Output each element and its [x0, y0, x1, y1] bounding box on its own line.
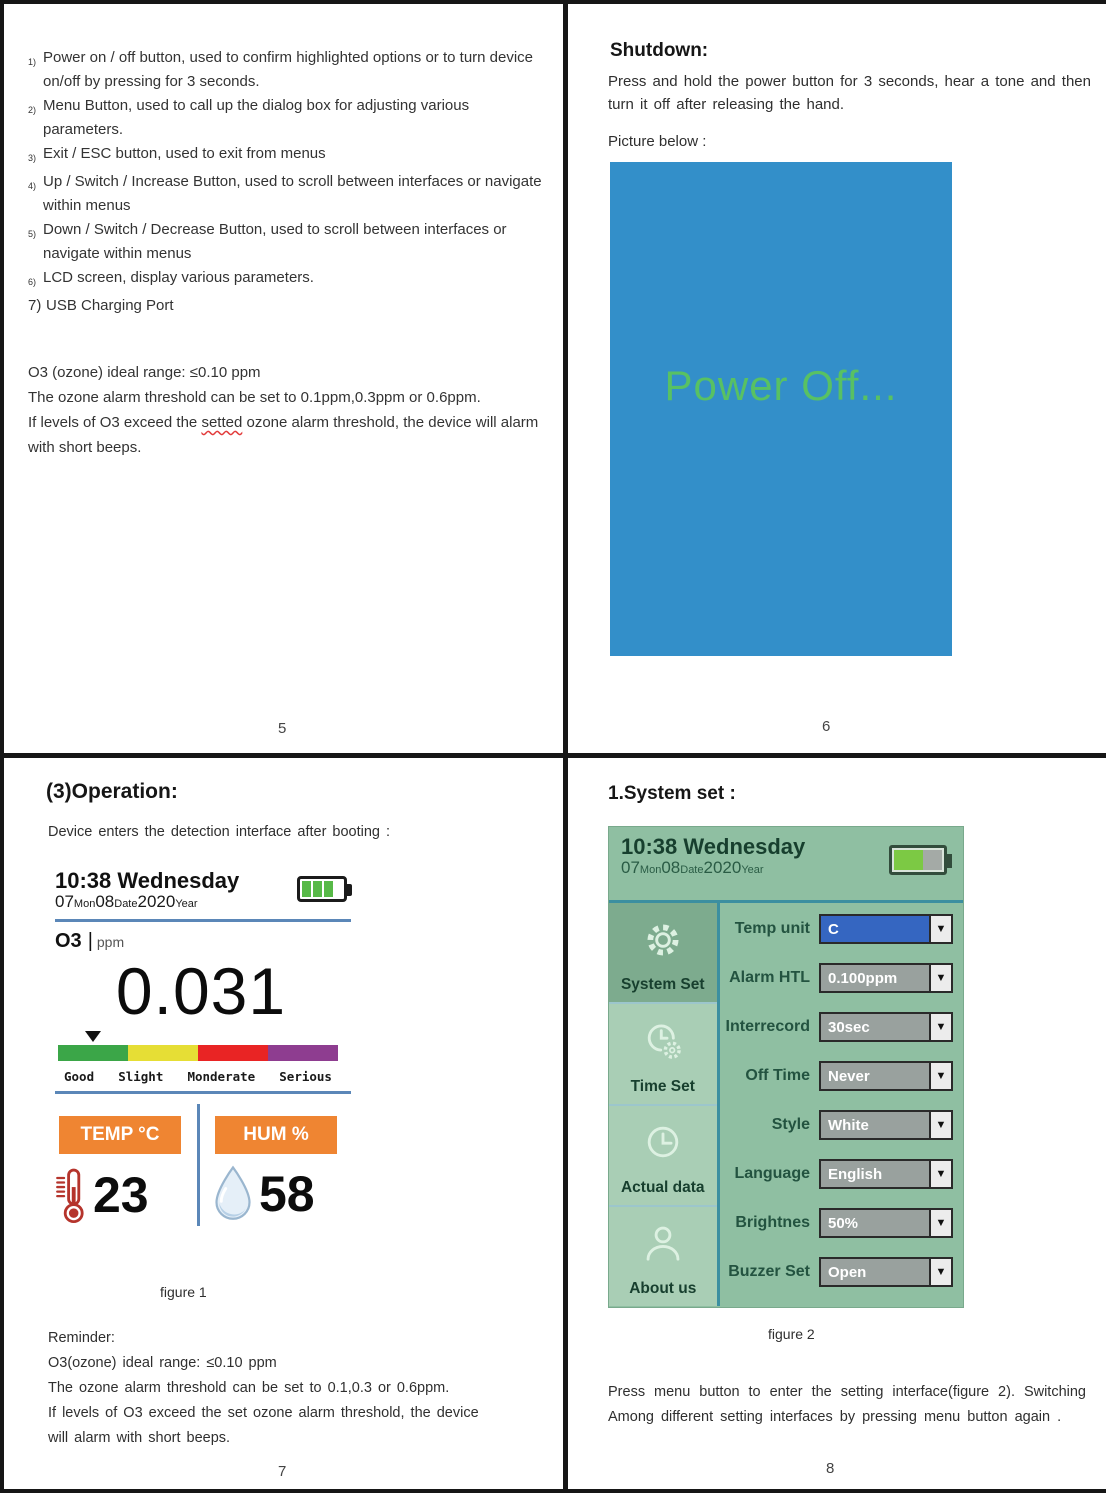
scale-pointer-icon: [85, 1031, 101, 1042]
list-marker: 3): [28, 153, 37, 163]
date-num: 2020: [137, 892, 176, 911]
thermometer-icon: [55, 1164, 89, 1226]
power-off-screen: [610, 162, 952, 656]
list-item-text: Exit / ESC button, used to exit from menus: [43, 145, 326, 162]
day-value: Wednesday: [683, 834, 806, 859]
reminder-line3: If levels of O3 exceed the set ozone alarm threshold, the device will alarm with short beeps.: [48, 1405, 479, 1446]
date-num: 07: [621, 858, 640, 877]
time-value: 10:38: [55, 868, 112, 893]
water-drop-icon: [211, 1164, 255, 1224]
sidebar-item-system-set[interactable]: [609, 903, 717, 1004]
setting-label: Buzzer Set: [728, 1263, 810, 1280]
chevron-down-icon[interactable]: ▼: [929, 1012, 953, 1042]
date-num: 08: [661, 858, 681, 877]
gas-label-row: [55, 930, 351, 953]
sidebar-item-actual-data[interactable]: [609, 1106, 717, 1207]
system-set-heading: 1.System set :: [608, 783, 736, 804]
spellcheck-word: setted: [201, 414, 243, 431]
page-number-5: 5: [278, 720, 287, 737]
panel-vertical-divider: [197, 1104, 200, 1226]
date-num: 08: [95, 892, 115, 911]
hum-header-chip: HUM %: [215, 1116, 337, 1154]
figure2-settings-screen: [608, 826, 964, 1308]
list-item: [28, 218, 544, 266]
list-marker: 6): [28, 277, 37, 287]
list-item-text: Power on / off button, used to confirm highlighted options or to turn device on/off by pressing for 3 seconds.: [43, 49, 534, 90]
center-horizontal-divider: [0, 753, 1106, 758]
setting-label: Brightnes: [735, 1214, 810, 1231]
menu-instructions: Press menu button to enter the setting interface(figure 2). Switching Among different setting interfaces by pressing menu button again .: [608, 1384, 1086, 1425]
ozone-reading-value: 0.031: [115, 954, 287, 1028]
dropdown-value: English: [819, 1159, 929, 1189]
shutdown-body: Press and hold the power button for 3 seconds, hear a tone and then turn it off after releasing the hand.: [608, 73, 1091, 113]
figure2-body: [609, 903, 963, 1306]
sidebar-item-label: Actual data: [620, 1178, 705, 1196]
chevron-down-icon[interactable]: ▼: [929, 1110, 953, 1140]
scale-label: Good: [64, 1069, 95, 1084]
alarm-htl-dropdown[interactable]: [819, 963, 953, 993]
setting-label: Interrecord: [725, 1018, 810, 1035]
date-unit: Mon: [73, 898, 96, 910]
battery-bar: [302, 881, 311, 897]
setting-label: Temp unit: [734, 920, 810, 937]
scale-segment-serious: [268, 1045, 338, 1061]
figure2-header: [609, 827, 963, 900]
gas-label: O3: [55, 930, 82, 952]
dropdown-value: Open: [819, 1257, 929, 1287]
clock-gear-icon: [640, 1004, 686, 1077]
clock-icon: [640, 1106, 686, 1179]
ozone-note: [28, 360, 548, 460]
off-time-dropdown[interactable]: [819, 1061, 953, 1091]
setting-row-off-time: [726, 1061, 953, 1091]
temp-value: 23: [93, 1167, 149, 1223]
temp-hum-panel: [55, 1104, 351, 1226]
page-number-7: 7: [278, 1463, 287, 1480]
reminder-line1: O3(ozone) ideal range: ≤0.10 ppm: [48, 1355, 277, 1371]
setting-label: Style: [771, 1116, 810, 1133]
date-unit: Mon: [639, 864, 662, 876]
dropdown-value: 0.100ppm: [819, 963, 929, 993]
screen-divider-line: [55, 919, 351, 922]
list-item: [28, 294, 544, 318]
figure1-caption: figure 1: [160, 1284, 207, 1300]
list-item-text: Up / Switch / Increase Button, used to scroll between interfaces or navigate within menus: [43, 173, 542, 214]
screen-divider-line: [55, 1091, 351, 1094]
interrecord-dropdown[interactable]: [819, 1012, 953, 1042]
scale-segment-slight: [128, 1045, 198, 1061]
day-value: Wednesday: [117, 868, 240, 893]
date-num: 2020: [703, 858, 742, 877]
list-item: [28, 170, 544, 218]
button-description-list: [28, 46, 544, 318]
date-unit: Year: [175, 898, 198, 910]
chevron-down-icon[interactable]: ▼: [929, 1061, 953, 1091]
ozone-note-line3-pre: If levels of O3 exceed the: [28, 414, 202, 431]
list-item: [28, 142, 544, 170]
battery-nub: [347, 884, 352, 896]
battery-fill: [894, 850, 923, 870]
page-number-6: 6: [822, 718, 831, 735]
list-item: [28, 94, 544, 142]
temp-unit-dropdown[interactable]: [819, 914, 953, 944]
scale-label: Monderate: [187, 1069, 256, 1084]
hum-column: [197, 1104, 351, 1226]
list-marker: 2): [28, 105, 37, 115]
scale-segment-good: [58, 1045, 128, 1061]
figure2-caption: figure 2: [768, 1326, 815, 1342]
battery-bar: [324, 881, 333, 897]
sidebar-item-about-us[interactable]: [609, 1207, 717, 1306]
style-dropdown[interactable]: [819, 1110, 953, 1140]
battery-icon: [297, 876, 347, 902]
sidebar-item-label: System Set: [620, 976, 705, 994]
gear-icon: [640, 903, 686, 976]
reminder-title: Reminder:: [48, 1330, 115, 1346]
temp-value-row: [55, 1164, 197, 1226]
dropdown-value: 50%: [819, 1208, 929, 1238]
figure1-header: [55, 868, 351, 912]
scale-label: Slight: [118, 1069, 164, 1084]
list-item-text: Menu Button, used to call up the dialog box for adjusting various parameters.: [43, 97, 470, 138]
settings-panel: [720, 903, 963, 1306]
scale-label: Serious: [279, 1069, 332, 1084]
date-unit: Date: [114, 898, 138, 910]
list-marker: 5): [28, 229, 37, 239]
setting-row-language: [726, 1159, 953, 1189]
setting-label: Off Time: [745, 1067, 810, 1084]
scale-labels: [58, 1069, 338, 1084]
settings-sidebar: [609, 903, 720, 1306]
temp-column: [55, 1104, 197, 1226]
sidebar-item-time-set[interactable]: [609, 1004, 717, 1105]
scale-segment-moderate: [198, 1045, 268, 1061]
reminder-block: [48, 1326, 500, 1451]
hum-value: 58: [259, 1166, 315, 1222]
center-vertical-divider: [563, 0, 568, 1493]
time-value: 10:38: [621, 834, 678, 859]
operation-heading: (3)Operation:: [46, 780, 178, 803]
chevron-down-icon[interactable]: ▼: [929, 914, 953, 944]
page-number-8: 8: [826, 1460, 835, 1477]
list-marker: 4): [28, 181, 37, 191]
hum-value-row: [211, 1164, 351, 1224]
gas-unit: ppm: [96, 934, 125, 950]
dropdown-value: C: [819, 914, 929, 944]
reminder-line2: The ozone alarm threshold can be set to 0.1,0.3 or 0.6ppm.: [48, 1380, 450, 1396]
figure1-device-screen: [55, 868, 351, 1226]
list-item: [28, 46, 544, 94]
setting-row-interrecord: [726, 1012, 953, 1042]
list-item: [28, 266, 544, 294]
sidebar-item-label: About us: [629, 1280, 697, 1297]
chevron-down-icon[interactable]: ▼: [929, 1257, 953, 1287]
list-marker: 7): [28, 297, 42, 314]
date-unit: Year: [741, 864, 764, 876]
ozone-note-line2: The ozone alarm threshold can be set to 0.1ppm,0.3ppm or 0.6ppm.: [28, 389, 481, 406]
setting-row-brightness: [726, 1208, 953, 1238]
date-num: 07: [55, 892, 74, 911]
picture-below-label: Picture below :: [608, 133, 707, 150]
list-item-text: USB Charging Port: [46, 297, 174, 314]
separator: |: [87, 930, 93, 952]
list-item-text: Down / Switch / Decrease Button, used to scroll between interfaces or navigate within menus: [43, 221, 507, 262]
list-item-text: LCD screen, display various parameters.: [43, 269, 314, 286]
setting-label: Alarm HTL: [729, 969, 810, 986]
battery-empty: [923, 850, 942, 870]
setting-row-style: [726, 1110, 953, 1140]
language-dropdown[interactable]: [819, 1159, 953, 1189]
ozone-note-line1: O3 (ozone) ideal range: ≤0.10 ppm: [28, 364, 261, 381]
chevron-down-icon[interactable]: ▼: [929, 1159, 953, 1189]
battery-bar: [313, 881, 322, 897]
operation-intro: Device enters the detection interface after booting :: [48, 824, 391, 840]
chevron-down-icon[interactable]: ▼: [929, 963, 953, 993]
setting-row-temp-unit: [726, 914, 953, 944]
dropdown-value: Never: [819, 1061, 929, 1091]
ozone-note-line3: [28, 410, 548, 460]
list-marker: 1): [28, 57, 37, 67]
chevron-down-icon[interactable]: ▼: [929, 1208, 953, 1238]
power-off-text: Power Off...: [664, 362, 898, 409]
shutdown-heading: Shutdown:: [610, 40, 709, 61]
air-quality-scale-bar: [58, 1045, 338, 1061]
ozone-note-line3-post: ozone alarm threshold, the device will alarm with short beeps.: [28, 414, 539, 456]
battery-icon: [889, 845, 947, 875]
setting-label: Language: [734, 1165, 810, 1182]
temp-header-chip: TEMP °C: [59, 1116, 181, 1154]
battery-nub: [947, 854, 952, 868]
person-icon: [640, 1207, 686, 1280]
sidebar-item-label: Time Set: [630, 1077, 695, 1095]
dropdown-value: White: [819, 1110, 929, 1140]
setting-row-alarm-htl: [726, 963, 953, 993]
date-unit: Date: [680, 864, 704, 876]
brightness-dropdown[interactable]: [819, 1208, 953, 1238]
setting-row-buzzer-set: [726, 1257, 953, 1287]
buzzer-set-dropdown[interactable]: [819, 1257, 953, 1287]
dropdown-value: 30sec: [819, 1012, 929, 1042]
